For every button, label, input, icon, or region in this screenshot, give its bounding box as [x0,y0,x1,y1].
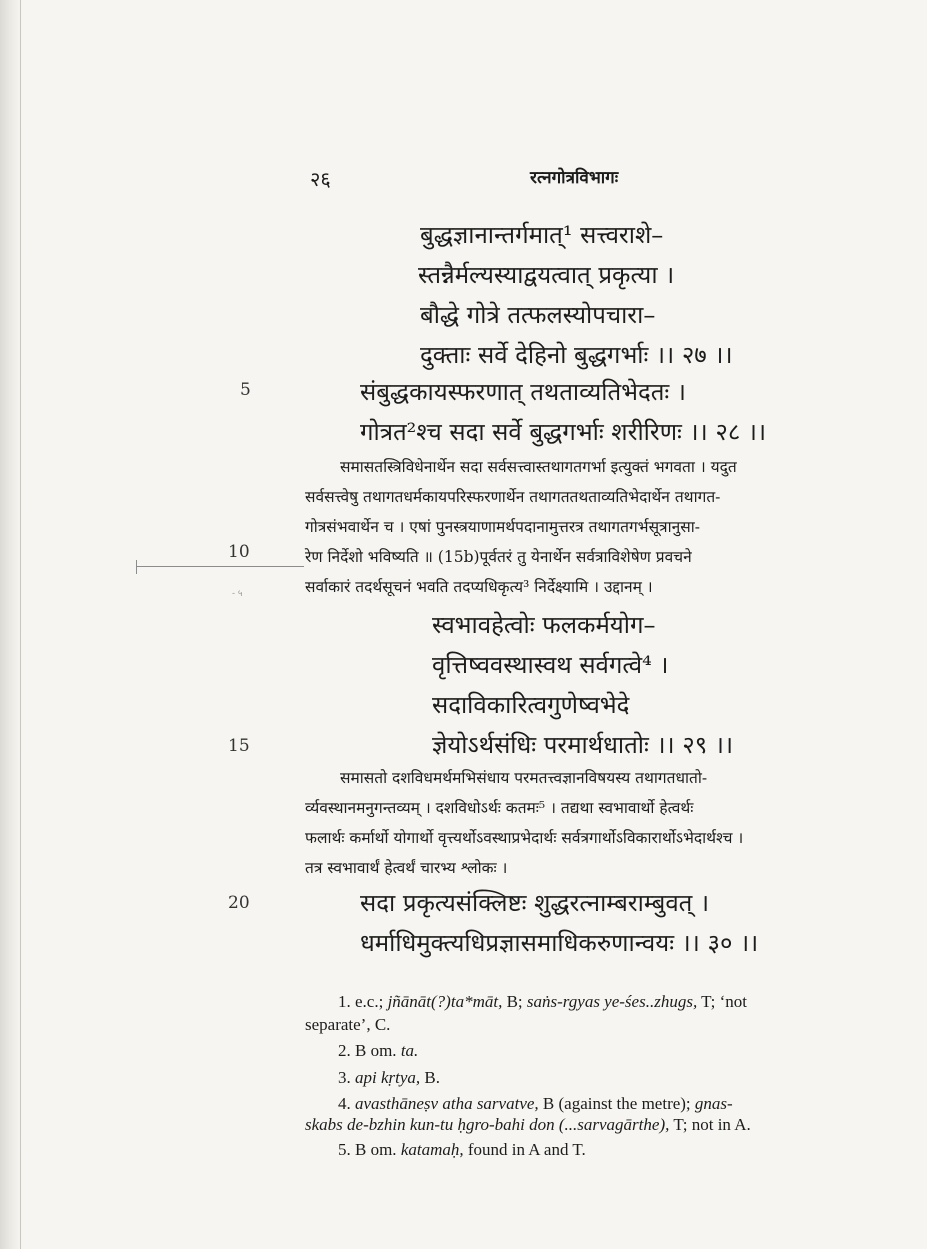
line-number-20: 20 [228,893,250,913]
line-number-5: 5 [240,380,251,400]
footnote-4-continuation: skabs de-bzhin kun-tu ḥgro-bahi don (...sarvagārthe), T; not in A. [305,1115,751,1134]
verse-27-line-3: बौद्धे गोत्रे तत्फलस्योपचारा– [420,301,656,329]
margin-rule [136,566,304,567]
prose-2-line-3: फलार्थः कर्मार्थो योगार्थो वृत्त्यर्थोऽवस्थाप्रभेदार्थः सर्वत्रगार्थोऽविकारार्थोऽभेदार्थश्च । [305,829,744,847]
running-title: रत्नगोत्रविभागः [530,168,619,188]
page-left-edge [0,0,22,1249]
prose-2-line-4: तत्र स्वभावार्थं हेत्वर्थं चारभ्य श्लोकः । [305,859,508,877]
verse-27-line-4: दुक्ताः सर्वे देहिनो बुद्धगर्भाः ।। २७ ।। [420,341,733,369]
verse-29-line-4: ज्ञेयोऽर्थसंधिः परमार्थधातोः ।। २९ ।। [432,731,734,759]
verse-28-line-1: संबुद्धकायस्फरणात् तथताव्यतिभेदतः । [360,378,687,406]
prose-1-line-2: सर्वसत्त्वेषु तथागतधर्मकायपरिस्फरणार्थेन तथागततथताव्यतिभेदार्थेन तथागत- [305,488,721,506]
verse-29-line-1: स्वभावहेत्वोः फलकर्मयोग– [432,611,656,639]
line-number-10: 10 [228,542,250,562]
margin-rule-tick [136,560,137,574]
prose-1-line-3: गोत्रसंभवार्थेन च । एषां पुनस्त्रयाणामर्थपदानामुत्तरत्र तथागतगर्भसूत्रानुसा- [305,518,700,536]
verse-28-line-2: गोत्रत²श्च सदा सर्वे बुद्धगर्भाः शरीरिणः ।। २८ ।। [360,418,767,446]
verse-27-line-2: स्तन्नैर्मल्यस्याद्वयत्वात् प्रकृत्या । [418,261,675,289]
prose-2-line-2: र्व्यवस्थानमनुगन्तव्यम् । दशविधोऽर्थः कतमः⁵ । तद्यथा स्वभावार्थो हेत्वर्थः [305,799,694,817]
footnote-2: 2. B om. ta. [338,1041,419,1060]
footnote-5: 5. B om. katamaḥ, found in A and T. [338,1140,586,1159]
verse-29-line-3: सदाविकारित्वगुणेष्वभेदे [432,691,630,719]
page-number: २६ [310,167,331,191]
prose-2-line-1: समासतो दशविधमर्थमभिसंधाय परमतत्त्वज्ञानविषयस्य तथागतधातो- [340,769,708,787]
footnote-1: 1. e.c.; jñānāt(?)ta*māt, B; saṅs-rgyas ye-śes..zhugs, T; ‘not [338,992,747,1011]
prose-1-line-4: रेण निर्देशो भविष्यति ॥ (15b)पूर्वतरं तु येनार्थेन सर्वत्राविशेषेण प्रवचने [305,548,692,566]
verse-29-line-2: वृत्तिष्ववस्थास्वथ सर्वगत्वे⁴ । [432,651,669,679]
footnote-1-continuation: separate’, C. [305,1015,391,1034]
verse-30-line-2: धर्माधिमुक्त्यधिप्रज्ञासमाधिकरुणान्वयः ।। ३० ।। [360,929,759,957]
line-number-15: 15 [228,736,250,756]
prose-1-line-1: समासतस्त्रिविधेनार्थेन सदा सर्वसत्त्वास्तथागतगर्भा इत्युक्तं भगवता । यदुत [340,458,737,476]
prose-1-line-5: सर्वाकारं तदर्थसूचनं भवति तदप्यधिकृत्य³ निर्देक्ष्यामि । उद्दानम् । [305,578,653,596]
page-edge-line [20,0,21,1249]
margin-pencil-note: - ५ [232,589,243,599]
verse-30-line-1: सदा प्रकृत्यसंक्लिष्टः शुद्धरत्नाम्बराम्बुवत् । [360,889,710,917]
footnote-3: 3. api kṛtya, B. [338,1068,440,1087]
footnote-4: 4. avasthāneṣv atha sarvatve, B (against the metre); gnas- [338,1094,733,1113]
verse-27-line-1: बुद्धज्ञानान्तर्गमात्¹ सत्त्वराशे– [420,221,664,249]
